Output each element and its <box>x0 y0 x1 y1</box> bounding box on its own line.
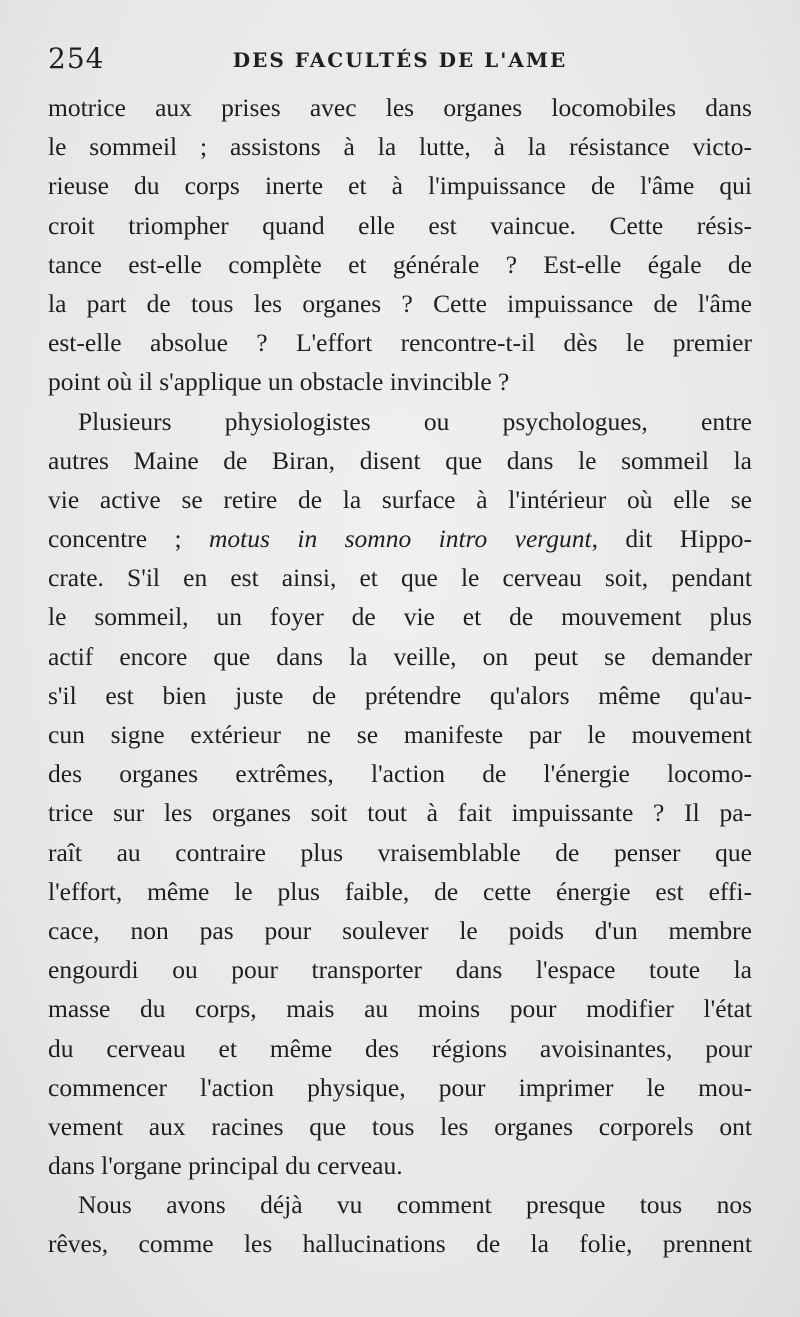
text-line: rieuse du corps inerte et à l'impuissance de l'âme qui <box>48 171 752 201</box>
page-header <box>48 42 752 78</box>
text-line: crate. S'il en est ainsi, et que le cerveau soit, pendant <box>48 563 752 593</box>
text-line: le sommeil ; assistons à la lutte, à la résistance victo- <box>48 132 752 162</box>
text-line: croit triompher quand elle est vaincue. Cette résis- <box>48 210 752 240</box>
paragraph-start-line: Plusieurs physiologistes ou psychologues, entre <box>78 406 752 436</box>
text-line: cace, non pas pour soulever le poids d'un membre <box>48 915 752 945</box>
text-segment: , dit Hippo- <box>591 524 752 554</box>
page-number: 254 <box>48 42 105 75</box>
text-line: est-elle absolue ? L'effort rencontre-t-il dès le premier <box>48 328 752 358</box>
paragraph-start-line: Nous avons déjà vu comment presque tous nos <box>78 1190 752 1220</box>
text-segment: concentre ; <box>48 524 210 554</box>
text-line: masse du corps, mais au moins pour modifier l'état <box>48 994 752 1024</box>
text-line: la part de tous les organes ? Cette impuissance de l'âme <box>48 288 752 318</box>
text-line: actif encore que dans la veille, on peut se demander <box>48 641 752 671</box>
body-text <box>48 88 752 1264</box>
text-line: du cerveau et même des régions avoisinantes, pour <box>48 1033 752 1063</box>
text-line: tance est-elle complète et générale ? Est-elle égale de <box>48 249 752 279</box>
text-line: s'il est bien juste de prétendre qu'alors même qu'au- <box>48 680 752 710</box>
text-line: point où il s'applique un obstacle invincible ? <box>48 367 510 397</box>
text-line: des organes extrêmes, l'action de l'énergie locomo- <box>48 759 752 789</box>
text-line: l'effort, même le plus faible, de cette énergie est effi- <box>48 876 752 906</box>
text-line: cun signe extérieur ne se manifeste par le mouvement <box>48 720 752 749</box>
text-line: autres Maine de Biran, disent que dans le sommeil la <box>48 445 752 475</box>
text-line: dans l'organe principal du cerveau. <box>48 1151 403 1181</box>
text-line: vement aux racines que tous les organes corporels ont <box>48 1111 752 1141</box>
text-line: vie active se retire de la surface à l'intérieur où elle se <box>48 484 752 514</box>
text-line: motrice aux prises avec les organes locomobiles dans <box>48 93 752 122</box>
running-head: DES FACULTÉS DE L'AME <box>232 48 568 72</box>
text-line: raît au contraire plus vraisemblable de penser que <box>48 837 752 867</box>
text-line: trice sur les organes soit tout à fait impuissante ? Il pa- <box>48 798 752 828</box>
text-line-with-quote <box>48 519 752 558</box>
text-line: commencer l'action physique, pour imprimer le mou- <box>48 1072 752 1102</box>
text-line: rêves, comme les hallucinations de la folie, prennent <box>48 1229 752 1259</box>
text-line: engourdi ou pour transporter dans l'espace toute la <box>48 955 752 985</box>
latin-quote: motus in somno intro vergunt <box>209 524 592 554</box>
text-line: le sommeil, un foyer de vie et de mouvement plus <box>48 602 752 632</box>
